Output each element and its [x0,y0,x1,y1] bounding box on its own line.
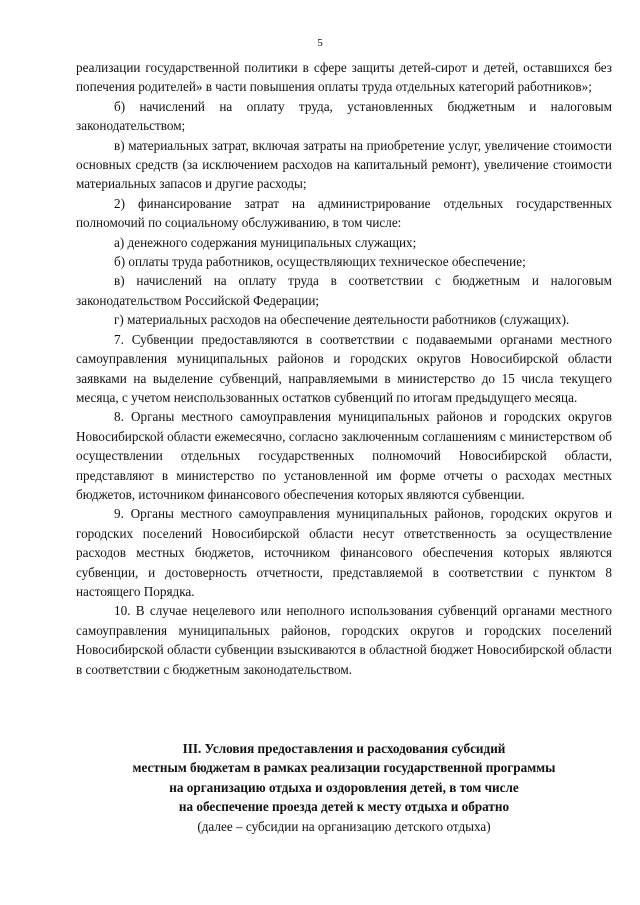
paragraph: в) материальных затрат, включая затраты на приобретение услуг, увеличение стоимости основных средств (за исключением расходов на капитальный ремонт), увеличение стоимости материальных запасов и другие расходы; [76,137,612,192]
paragraph: 8. Органы местного самоуправления муниципальных районов и городских округов Новосибирской области ежемесячно, согласно заключенным соглашениям с министерством об осуществлении отдельных государственных полномочий Новосибирской области, представляют в министерство по установленной им форме отчеты о расходах местных бюджетов, источником финансового обеспечения которых являются субвенции. [76,409,612,502]
section-heading [76,739,612,817]
paragraph: б) оплаты труда работников, осуществляющих техническое обеспечение; [114,254,526,270]
section-heading-line: на обеспечение проезда детей к месту отдыха и обратно [178,799,510,815]
section-heading-line: III. Условия предоставления и расходования субсидий [182,741,506,756]
document-body [76,58,612,679]
paragraph: реализации государственной политики в сфере защиты детей-сирот и детей, оставшихся без попечения родителей» в части повышения оплаты труда отдельных категорий работников»; [76,60,612,95]
paragraph: г) материальных расходов на обеспечение деятельности работников (служащих). [114,312,570,328]
paragraph: б) начислений на оплату труда, установленных бюджетным и налоговым законодательством; [76,98,612,134]
paragraph: 9. Органы местного самоуправления муниципальных районов, городских округов и городских поселений Новосибирской области несут ответственность за осуществление расходов местных бюджетов, источником финансового обеспечения которых являются субвенции, и достоверность отчетности, представляемой в соответствии с пунктом 8 настоящего Порядка. [76,506,612,599]
paragraph: а) денежного содержания муниципальных служащих; [114,234,417,250]
paragraph: 2) финансирование затрат на администрирование отдельных государственных полномочий по социальному обслуживанию, в том числе: [76,195,612,231]
section-heading-line: на организацию отдыха и оздоровления детей, в том числе [169,779,519,795]
paragraph: 10. В случае нецелевого или неполного использования субвенций органами местного самоуправления муниципальных районов, городских округов и городских поселений Новосибирской области субвенции взыскиваются в областной бюджет Новосибирской области в соответствии с бюджетным законодательством. [76,603,612,677]
paragraph: 7. Субвенции предоставляются в соответствии с подаваемыми органами местного самоуправления муниципальных районов и городских округов Новосибирской области заявками на выделение субвенций, направляемыми в министерство до 15 числа текущего месяца, с учетом неиспользованных остатков субвенций по итогам предыдущего месяца. [76,331,612,405]
section-heading-note: (далее – субсидии на организацию детского отдыха) [197,819,491,834]
section-heading-line: местным бюджетам в рамках реализации государственной программы [132,760,556,776]
paragraph: в) начислений на оплату труда в соответствии с бюджетным и налоговым законодательством Российской Федерации; [76,273,612,308]
page-number: 5 [317,37,323,49]
